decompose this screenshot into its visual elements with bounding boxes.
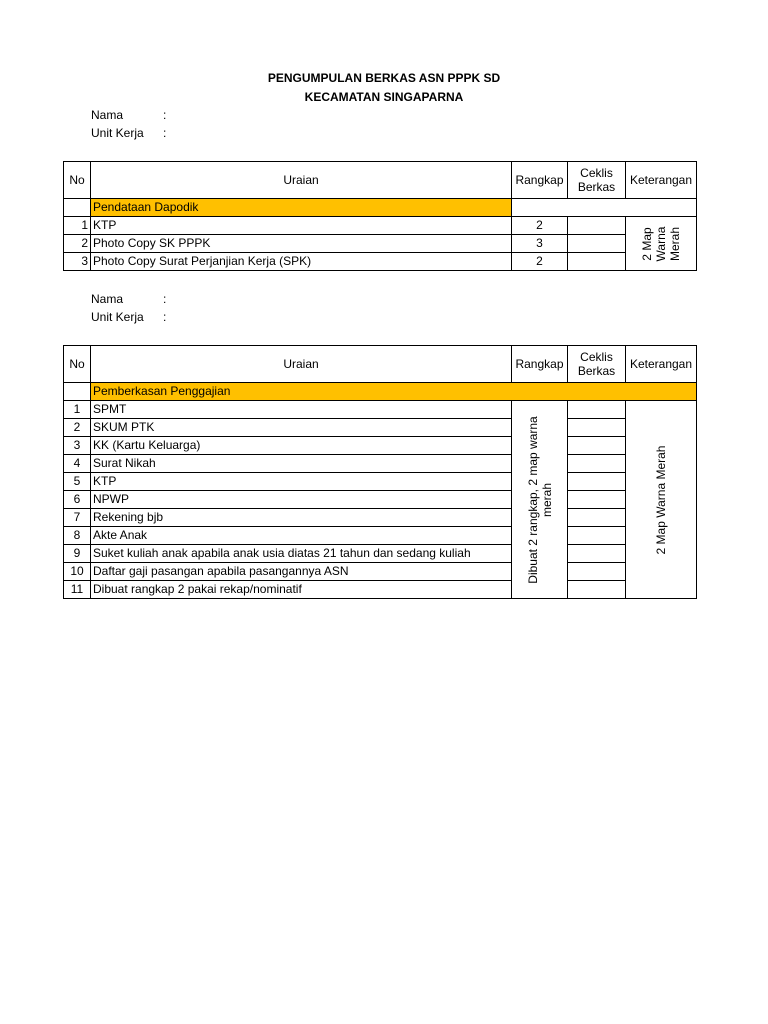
row-no: 8 — [64, 527, 91, 545]
row-uraian: Photo Copy Surat Perjanjian Kerja (SPK) — [91, 253, 512, 271]
row-ceklis-cell[interactable] — [568, 235, 626, 253]
header-no: No — [64, 346, 91, 383]
row-uraian: Suket kuliah anak apabila anak usia diatas 21 tahun dan sedang kuliah — [91, 545, 512, 563]
table-row — [64, 401, 697, 419]
row-ceklis-cell[interactable] — [568, 527, 626, 545]
row-ceklis-cell[interactable] — [568, 563, 626, 581]
table-row — [64, 581, 697, 599]
header-keterangan: Keterangan — [626, 346, 697, 383]
table-row — [64, 235, 697, 253]
header-ceklis: Ceklis Berkas — [568, 162, 626, 199]
section-empty — [64, 199, 91, 217]
table-row — [64, 419, 697, 437]
row-rangkap: 3 — [512, 235, 568, 253]
row-uraian: Rekening bjb — [91, 509, 512, 527]
document-subtitle: KECAMATAN SINGAPARNA — [304, 90, 464, 104]
row-uraian: KTP — [91, 473, 512, 491]
table-header-row — [64, 162, 697, 199]
row-no: 9 — [64, 545, 91, 563]
keterangan-text: 2 Map Warna Merah — [640, 226, 682, 261]
table-header-row — [64, 346, 697, 383]
nama-colon: : — [163, 108, 167, 122]
row-ceklis-cell[interactable] — [568, 419, 626, 437]
row-ceklis-cell[interactable] — [568, 437, 626, 455]
row-ceklis-cell[interactable] — [568, 217, 626, 235]
row-no: 5 — [64, 473, 91, 491]
row-uraian: NPWP — [91, 491, 512, 509]
row-uraian: KTP — [91, 217, 512, 235]
row-rangkap: 2 — [512, 253, 568, 271]
header-rangkap: Rangkap — [512, 162, 568, 199]
header-no: No — [64, 162, 91, 199]
table-row — [64, 473, 697, 491]
header-rangkap: Rangkap — [512, 346, 568, 383]
row-ceklis-cell[interactable] — [568, 509, 626, 527]
header-uraian: Uraian — [91, 346, 512, 383]
nama-label: Nama — [91, 108, 124, 122]
table-row — [64, 509, 697, 527]
table-pemberkasan-penggajian — [63, 345, 697, 599]
document-title: PENGUMPULAN BERKAS ASN PPPK SD — [267, 71, 501, 85]
row-uraian: Photo Copy SK PPPK — [91, 235, 512, 253]
nama-colon: : — [163, 292, 167, 306]
row-ceklis-cell[interactable] — [568, 581, 626, 599]
unit-kerja-label: Unit Kerja — [91, 126, 144, 140]
keterangan-text: 2 Map Warna Merah — [654, 445, 668, 554]
row-no: 10 — [64, 563, 91, 581]
rangkap-merged-cell — [512, 401, 568, 599]
row-no: 11 — [64, 581, 91, 599]
unit-kerja-label: Unit Kerja — [91, 310, 144, 324]
header-keterangan: Keterangan — [626, 162, 697, 199]
row-no: 2 — [64, 419, 91, 437]
table-row — [64, 253, 697, 271]
row-uraian: Daftar gaji pasangan apabila pasangannya ASN — [91, 563, 512, 581]
row-uraian: Akte Anak — [91, 527, 512, 545]
row-no: 7 — [64, 509, 91, 527]
table-row — [64, 545, 697, 563]
row-ceklis-cell[interactable] — [568, 473, 626, 491]
section-row — [64, 199, 697, 217]
table-pendataan-dapodik — [63, 161, 697, 271]
table-row — [64, 563, 697, 581]
section-empty-right — [512, 199, 697, 217]
keterangan-cell — [626, 217, 697, 271]
unit-kerja-colon: : — [163, 126, 167, 140]
nama-field-1 — [91, 108, 166, 122]
table-row — [64, 437, 697, 455]
row-ceklis-cell[interactable] — [568, 455, 626, 473]
header-uraian: Uraian — [91, 162, 512, 199]
rangkap-text: Dibuat 2 rangkap, 2 map warna merah — [525, 415, 554, 584]
row-no: 3 — [64, 253, 91, 271]
table-row — [64, 455, 697, 473]
row-uraian: Dibuat rangkap 2 pakai rekap/nominatif — [91, 581, 512, 599]
nama-label: Nama — [91, 292, 124, 306]
section-row — [64, 383, 697, 401]
row-rangkap: 2 — [512, 217, 568, 235]
row-no: 1 — [64, 217, 91, 235]
table-row — [64, 217, 697, 235]
row-no: 3 — [64, 437, 91, 455]
row-no: 6 — [64, 491, 91, 509]
row-uraian: SKUM PTK — [91, 419, 512, 437]
row-ceklis-cell[interactable] — [568, 401, 626, 419]
table-row — [64, 527, 697, 545]
section-label: Pendataan Dapodik — [91, 199, 512, 217]
unit-kerja-colon: : — [163, 310, 167, 324]
row-ceklis-cell[interactable] — [568, 491, 626, 509]
row-uraian: SPMT — [91, 401, 512, 419]
unit-kerja-field-1 — [91, 126, 166, 140]
section-label: Pemberkasan Penggajian — [91, 383, 697, 401]
header-ceklis: Ceklis Berkas — [568, 346, 626, 383]
table-row — [64, 491, 697, 509]
row-uraian: Surat Nikah — [91, 455, 512, 473]
row-no: 1 — [64, 401, 91, 419]
nama-field-2 — [91, 292, 166, 306]
row-ceklis-cell[interactable] — [568, 545, 626, 563]
row-no: 4 — [64, 455, 91, 473]
row-ceklis-cell[interactable] — [568, 253, 626, 271]
keterangan-cell — [626, 401, 697, 599]
row-no: 2 — [64, 235, 91, 253]
section-empty — [64, 383, 91, 401]
unit-kerja-field-2 — [91, 310, 166, 324]
row-uraian: KK (Kartu Keluarga) — [91, 437, 512, 455]
